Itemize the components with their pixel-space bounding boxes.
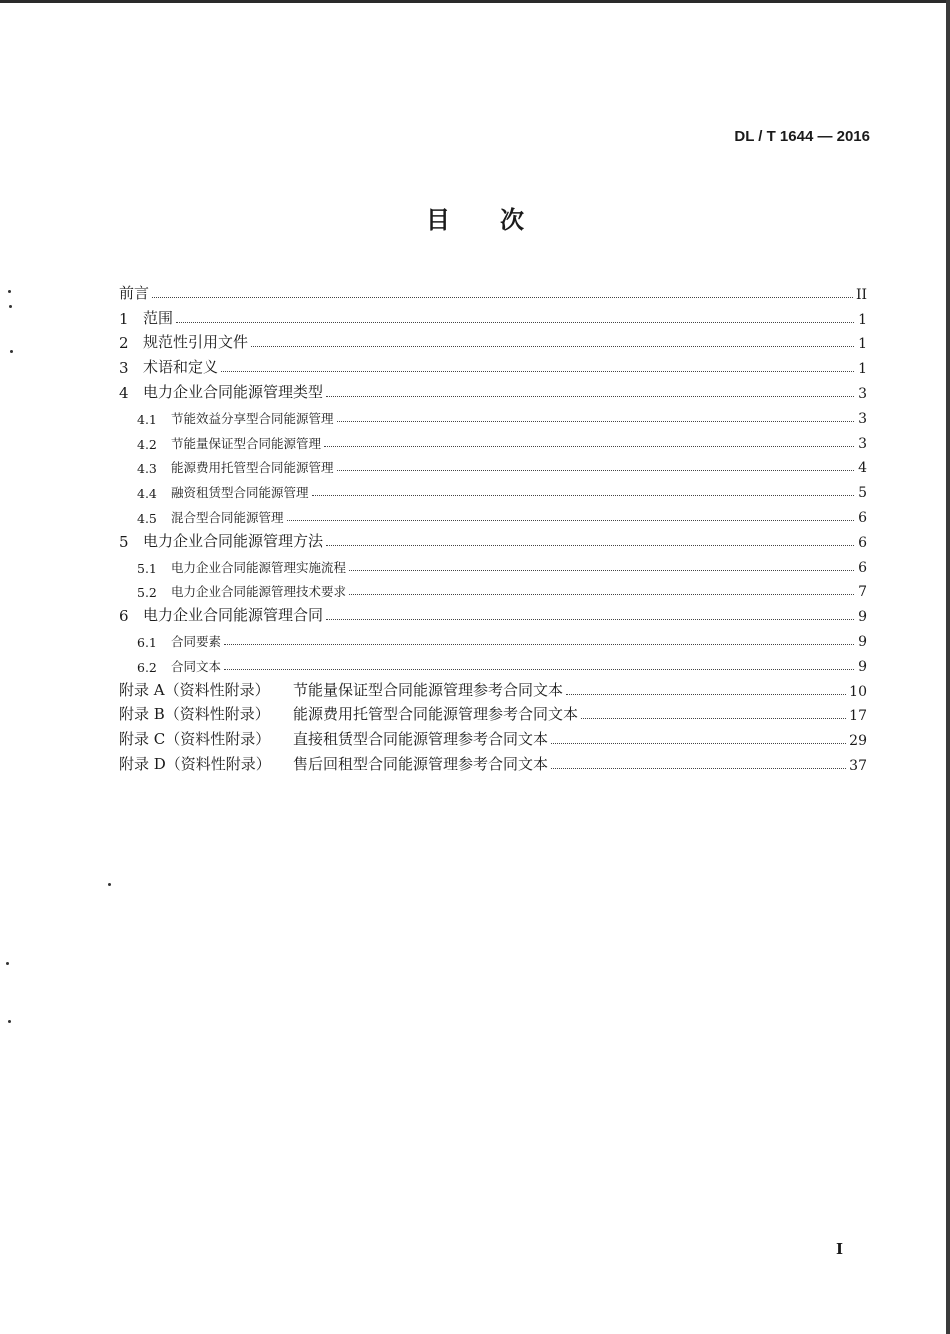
scan-speck [10,350,13,353]
toc-entry[interactable] [119,377,867,402]
document-code: DL / T 1644 — 2016 [734,128,870,145]
toc-entry-page: 9 [858,609,867,626]
toc-entry-title: 电力企业合同能源管理实施流程 [171,559,347,575]
toc-entry-title: 规范性引用文件 [143,333,249,352]
toc-entry-page: 5 [858,485,867,502]
toc-entry-title: 术语和定义 [143,358,219,377]
toc-entry-title: 合同要素 [171,633,222,649]
dot-leader [326,619,854,620]
toc-entry-title: 电力企业合同能源管理合同 [143,606,324,625]
toc-entry-number: 5.2 [137,585,157,601]
dot-leader [566,694,846,695]
toc-entry-number: 4.4 [137,486,157,502]
toc-entry[interactable] [119,551,867,576]
toc-entry-page: 6 [858,559,867,576]
toc-appendix-label: 附录 C（资料性附录） [119,730,271,749]
toc-entry-number: 4.1 [137,411,157,427]
toc-entry-number: 6.2 [137,659,157,675]
toc-entry-title: 融资租赁型合同能源管理 [171,485,309,501]
toc-entry[interactable] [119,352,867,377]
table-of-contents [119,278,867,774]
toc-entry-number: 6.1 [137,634,157,650]
scan-speck [108,883,111,886]
toc-entry-number: 4.2 [137,436,157,452]
toc-entry[interactable] [119,303,867,328]
page-title: 目次 [426,205,574,234]
toc-entry-title: 前言 [119,283,150,302]
toc-entry-title: 能源费用托管型合同能源管理参考合同文本 [293,705,579,724]
dot-leader [551,743,846,744]
toc-entry-number: 5 [119,532,129,551]
scan-speck [9,305,12,308]
toc-entry-title: 电力企业合同能源管理类型 [143,382,324,401]
toc-entry-page: 6 [858,534,867,551]
toc-entry[interactable] [119,724,867,749]
toc-entry-page: 9 [858,633,867,650]
toc-entry-page: 37 [849,757,867,774]
toc-entry-page: 3 [858,435,867,452]
toc-entry-page: 3 [858,410,867,427]
toc-entry-title: 混合型合同能源管理 [171,509,284,525]
dot-leader [312,495,854,496]
dot-leader [152,297,853,298]
dot-leader [287,520,854,521]
scan-edge-top [0,0,950,3]
toc-entry-title: 直接租赁型合同能源管理参考合同文本 [293,730,549,749]
page-number: I [836,1240,844,1258]
toc-entry[interactable] [119,600,867,625]
toc-entry-title: 节能量保证型合同能源管理 [171,435,322,451]
toc-entry[interactable] [119,476,867,501]
toc-entry[interactable] [119,427,867,452]
dot-leader [224,644,854,645]
toc-entry-number: 4.5 [137,510,157,526]
toc-entry-number: 2 [119,334,129,353]
toc-entry-page: 4 [858,460,867,477]
toc-entry-title: 售后回租型合同能源管理参考合同文本 [293,754,549,773]
toc-entry-title: 电力企业合同能源管理技术要求 [171,584,347,600]
toc-entry-page: 6 [858,509,867,526]
toc-entry[interactable] [119,749,867,774]
toc-entry-page: 17 [849,708,867,725]
toc-entry[interactable] [119,675,867,700]
dot-leader [581,718,846,719]
dot-leader [349,594,854,595]
toc-entry-title: 合同文本 [171,658,222,674]
toc-entry[interactable] [119,402,867,427]
dot-leader [324,446,854,447]
toc-entry-page: 1 [858,311,867,328]
toc-appendix-label: 附录 D（资料性附录） [119,754,271,773]
toc-entry-title: 电力企业合同能源管理方法 [143,531,324,550]
toc-entry-page: II [855,286,867,303]
toc-entry-page: 10 [849,683,867,700]
toc-entry-number: 5.1 [137,560,157,576]
toc-entry-page: 29 [849,733,867,750]
scan-speck [8,290,11,293]
dot-leader [221,371,854,372]
toc-entry-number: 4.3 [137,461,157,477]
toc-entry-page: 1 [858,361,867,378]
toc-entry-number: 1 [119,309,129,328]
toc-entry[interactable] [119,625,867,650]
toc-entry-title: 范围 [143,308,174,327]
toc-entry-number: 6 [119,607,129,626]
dot-leader [326,545,854,546]
dot-leader [224,669,854,670]
dot-leader [251,346,854,347]
toc-entry-title: 节能量保证型合同能源管理参考合同文本 [293,680,564,699]
dot-leader [349,570,854,571]
dot-leader [337,421,854,422]
scan-speck [6,962,9,965]
toc-entry[interactable] [119,650,867,675]
toc-entry[interactable] [119,452,867,477]
toc-entry-title: 节能效益分享型合同能源管理 [171,410,334,426]
toc-entry[interactable] [119,501,867,526]
toc-appendix-label: 附录 A（资料性附录） [119,680,270,699]
toc-entry[interactable] [119,700,867,725]
toc-entry-number: 4 [119,383,129,402]
toc-entry[interactable] [119,328,867,353]
scan-speck [8,1020,11,1023]
dot-leader [551,768,846,769]
toc-entry-page: 9 [858,658,867,675]
dot-leader [326,396,854,397]
toc-entry-number: 3 [119,359,129,378]
dot-leader [337,470,854,471]
toc-entry-title: 能源费用托管型合同能源管理 [171,460,334,476]
toc-entry-page: 3 [858,385,867,402]
dot-leader [176,322,854,323]
toc-appendix-label: 附录 B（资料性附录） [119,705,270,724]
toc-entry-page: 7 [858,584,867,601]
toc-entry[interactable] [119,526,867,551]
toc-entry-page: 1 [858,336,867,353]
toc-entry[interactable] [119,576,867,601]
toc-entry[interactable] [119,278,867,303]
